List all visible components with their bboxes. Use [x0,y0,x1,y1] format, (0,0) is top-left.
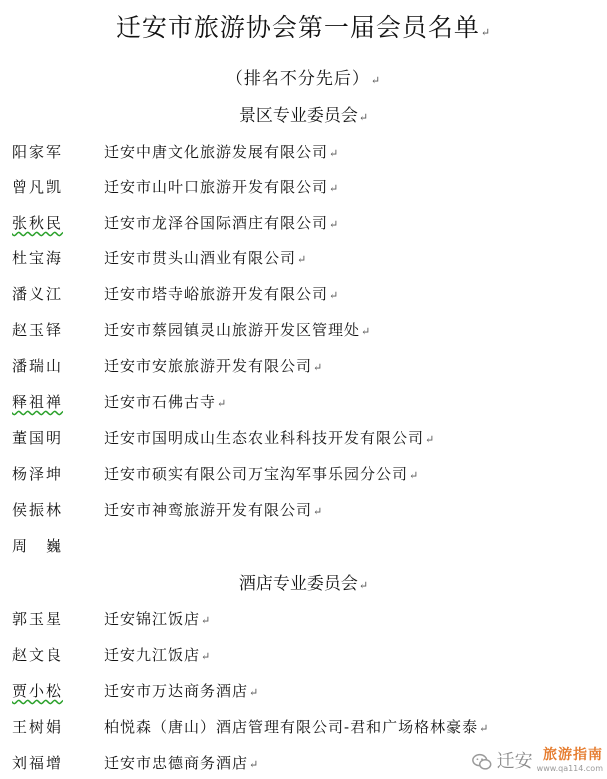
paragraph-mark: ↵ [249,686,260,699]
member-org-text: 迁安市硕实有限公司万宝沟军事乐园分公司 [104,465,409,483]
section-title-hotel [0,569,607,594]
paragraph-mark: ↵ [329,218,340,231]
member-name: 曾凡凯 [12,178,64,196]
member-org [104,752,259,773]
member-org [104,391,227,412]
member-org [104,176,339,197]
paragraph-mark: ↵ [217,397,228,410]
document-title [0,8,607,44]
member-org-text: 迁安市塔寺峪旅游开发有限公司 [104,285,329,303]
watermark-brand: 旅游指南 [543,747,603,763]
member-name: 王树娟 [12,718,64,736]
paragraph-mark: ↵ [313,361,324,374]
member-org-text: 迁安市山叶口旅游开发有限公司 [104,178,329,196]
wechat-icon [471,751,493,773]
paragraph-mark: ↵ [361,325,372,338]
section-title-text: 酒店专业委员会 [238,574,358,594]
title-text: 迁安市旅游协会第一届会员名单 [115,13,480,42]
paragraph-mark: ↵ [329,289,340,302]
paragraph-mark: ↵ [358,111,369,124]
member-org-text: 迁安市贯头山酒业有限公司 [104,249,297,267]
member-org-text: 迁安市神鸾旅游开发有限公司 [104,501,313,519]
watermark-logo [537,744,603,773]
section-title-scenic [0,101,607,126]
member-org [104,141,339,162]
member-name: 贾小松 [12,682,64,700]
paragraph-mark: ↵ [313,505,324,518]
member-name: 赵文良 [12,646,64,664]
member-org [104,499,323,520]
paragraph-mark: ↵ [249,758,260,771]
member-org-text: 迁安市国明成山生态农业科科技开发有限公司 [104,429,425,447]
member-org-text: 柏悦森（唐山）酒店管理有限公司-君和广场格林豪泰 [104,718,479,736]
member-org-text: 迁安锦江饭店 [104,610,201,628]
member-org [104,212,339,233]
member-name: 董国明 [12,429,64,447]
paragraph-mark: ↵ [329,182,340,195]
paragraph-mark: ↵ [358,579,369,592]
member-name: 潘义江 [12,285,64,303]
member-org [104,247,307,268]
member-org [104,319,371,340]
paragraph-mark: ↵ [480,26,492,39]
member-name: 赵玉铎 [12,321,64,339]
member-org-text: 迁安市龙泽谷国际酒庄有限公司 [104,214,329,232]
member-name: 释祖禅 [12,393,64,411]
paragraph-mark: ↵ [201,650,212,663]
member-name: 侯振林 [12,501,64,519]
member-name: 潘瑞山 [12,357,64,375]
member-org-text: 迁安九江饭店 [104,646,201,664]
member-org-text: 迁安市石佛古寺 [104,393,217,411]
member-name: 阳家军 [12,143,64,161]
member-org [104,355,323,376]
member-org [104,716,489,737]
member-org [104,680,259,701]
member-name: 周 巍 [12,537,64,555]
watermark-text: 迁安 [496,751,533,772]
member-org-text: 迁安市蔡园镇灵山旅游开发区管理处 [104,321,361,339]
paragraph-mark: ↵ [370,74,382,87]
member-name: 杨泽坤 [12,465,64,483]
member-org-text: 迁安市忠德商务酒店 [104,754,249,772]
member-name: 郭玉星 [12,610,64,628]
member-org-text: 迁安市万达商务酒店 [104,682,249,700]
member-name: 张秋民 [12,214,64,232]
document-subtitle [0,64,607,89]
paragraph-mark: ↵ [297,253,308,266]
member-org [104,463,419,484]
member-org-text: 迁安市安旅旅游开发有限公司 [104,357,313,375]
paragraph-mark: ↵ [425,433,436,446]
section-title-text: 景区专业委员会 [238,106,358,126]
paragraph-mark: ↵ [329,147,340,160]
member-name: 刘福增 [12,754,64,772]
paragraph-mark: ↵ [409,469,420,482]
paragraph-mark: ↵ [479,722,490,735]
member-org [104,427,435,448]
watermark-url: www.qa114.com [536,764,603,773]
member-org-text: 迁安中唐文化旅游发展有限公司 [104,143,329,161]
paragraph-mark: ↵ [201,614,212,627]
watermark [471,744,603,773]
member-org [104,608,211,629]
subtitle-text: （排名不分先后） [225,69,370,89]
member-org [104,283,339,304]
member-org [104,644,211,665]
member-name: 杜宝海 [12,249,64,267]
